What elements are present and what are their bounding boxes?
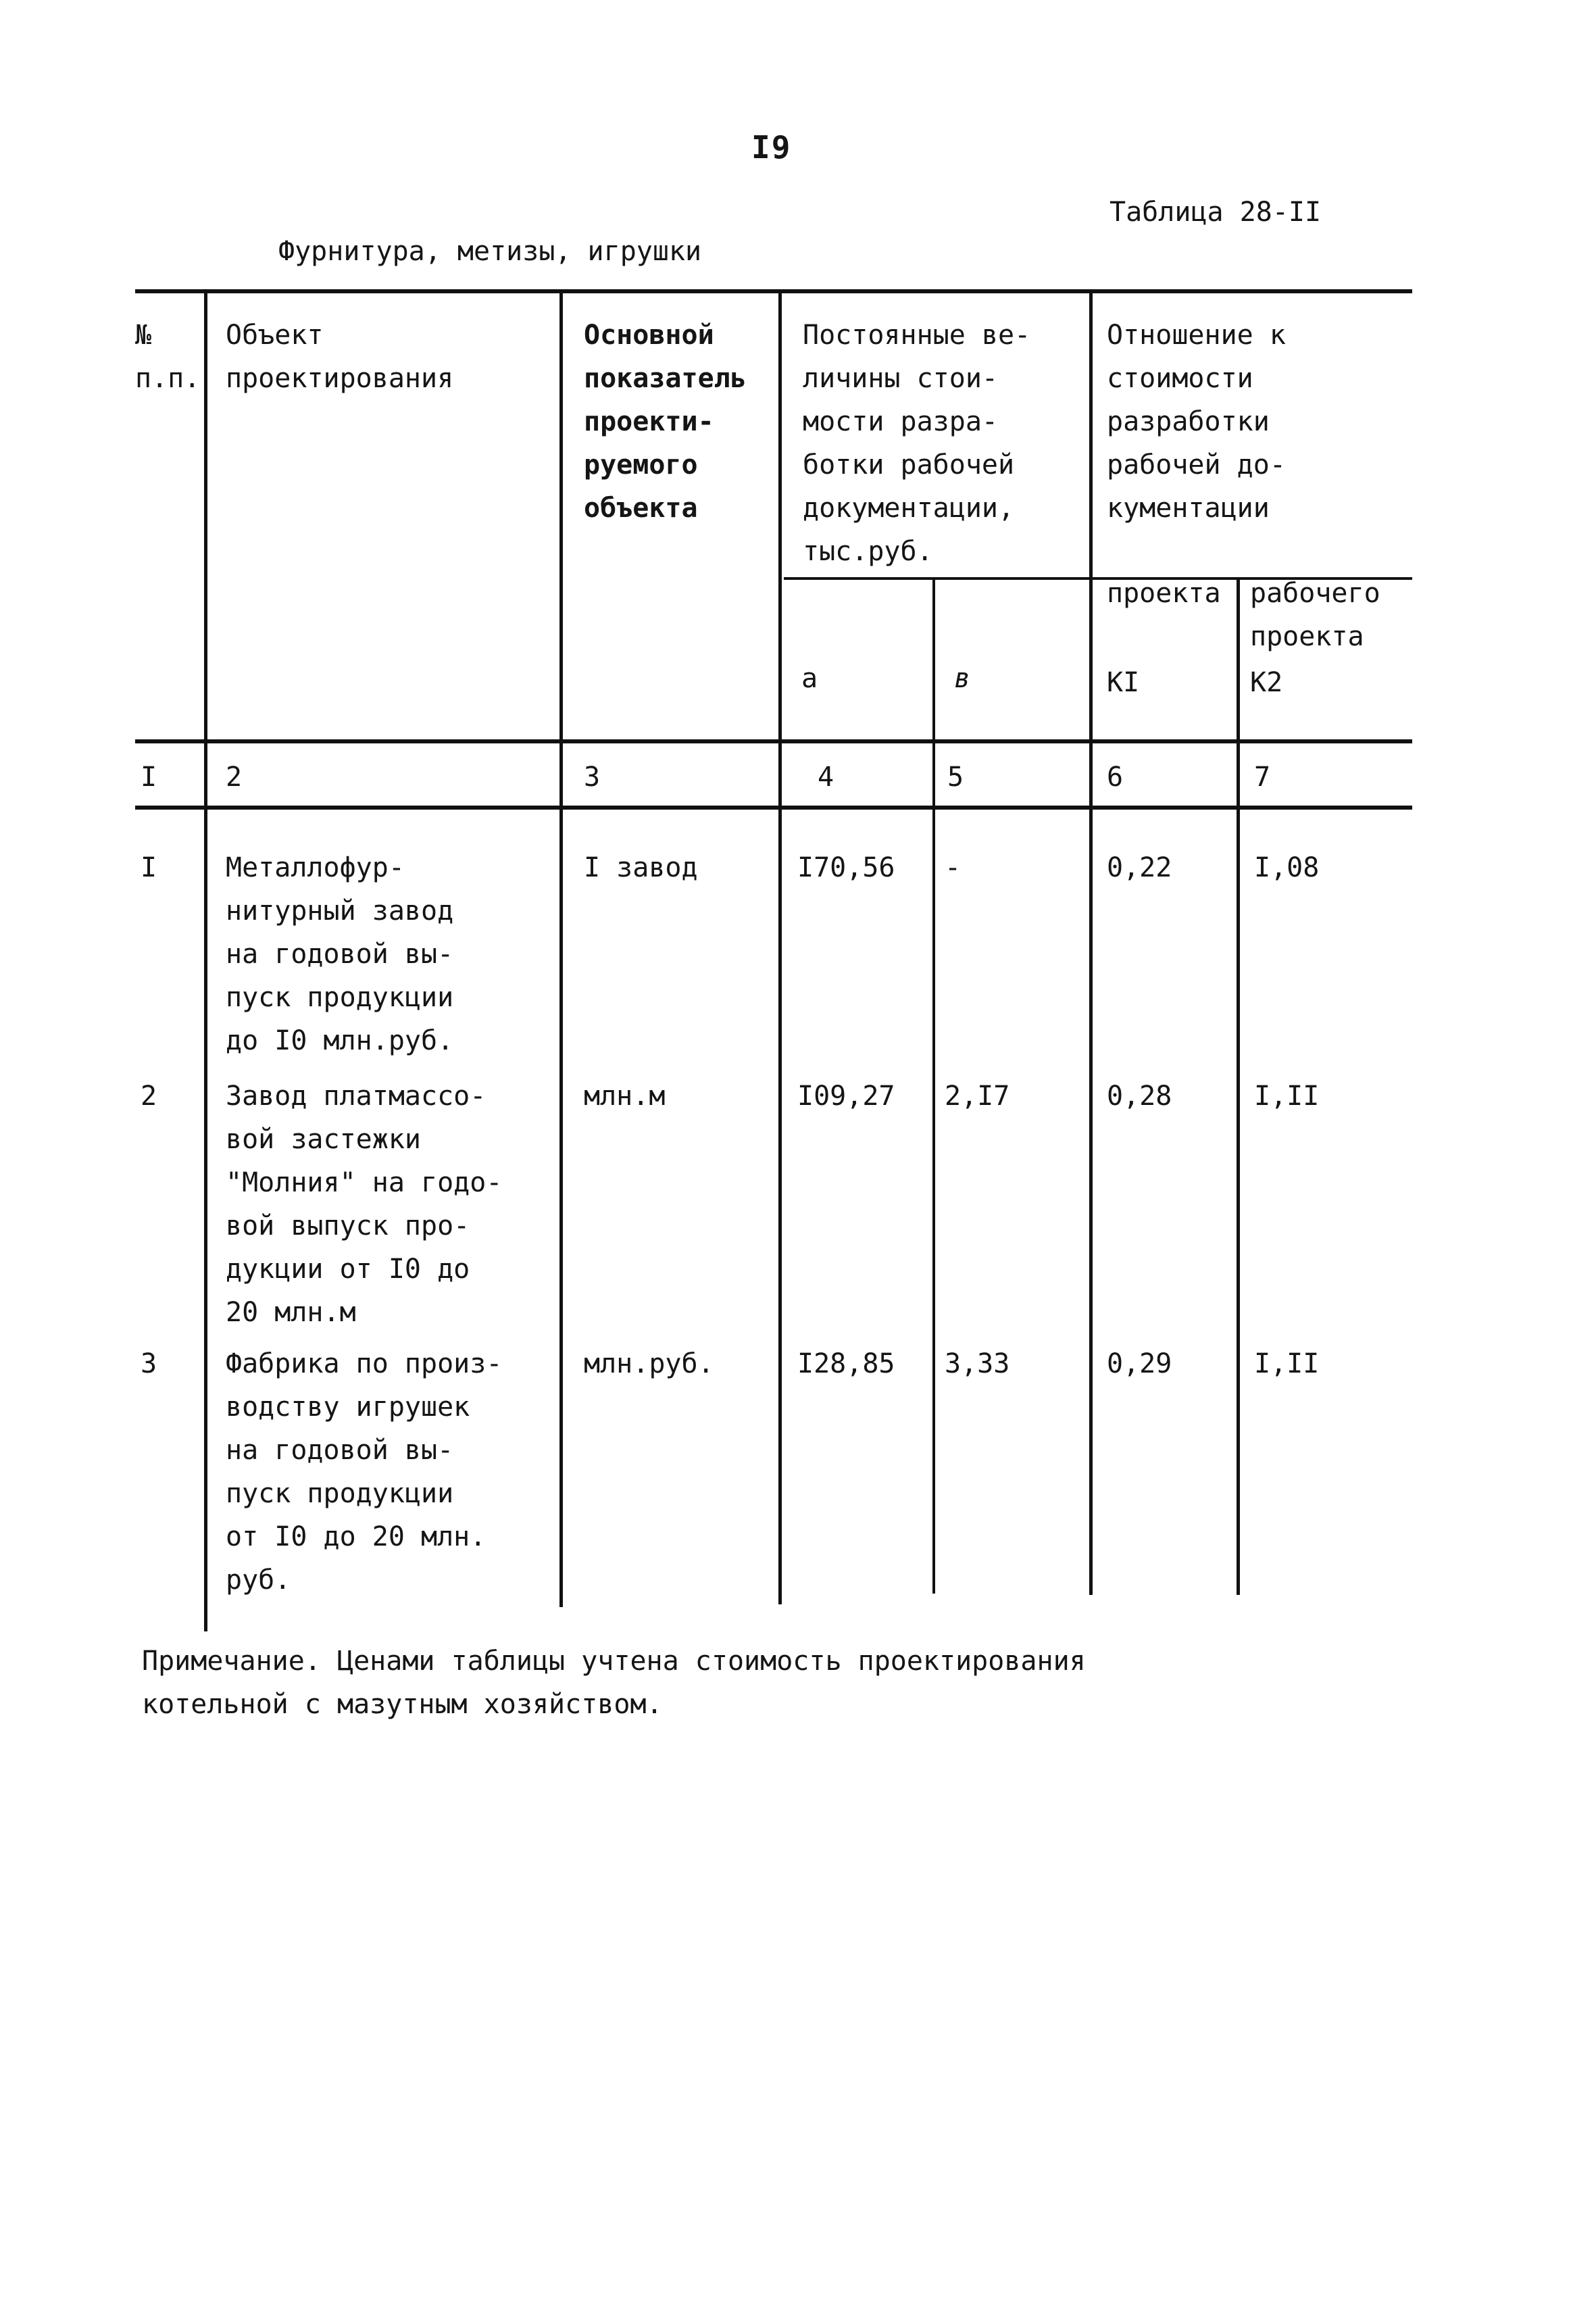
table-title: Фурнитура, метизы, игрушки <box>278 236 702 267</box>
row-1-a: I70,56 <box>797 852 895 883</box>
row-3-indicator: млн.руб. <box>584 1348 714 1379</box>
column-number-3: 3 <box>584 762 601 793</box>
column-number-2: 2 <box>226 762 243 793</box>
col-divider-5 <box>1089 291 1093 1595</box>
col-divider-6 <box>1237 578 1240 1595</box>
col-divider-2 <box>559 291 563 1607</box>
header-col-indicator: Основной показатель проекти- руемого объекта <box>584 320 747 524</box>
column-numbers-bottom-rule <box>135 806 1412 810</box>
subheader-a: а <box>801 663 818 694</box>
page-number: I9 <box>751 129 792 166</box>
row-2-b: 2,I7 <box>945 1081 1010 1112</box>
subheader-b: в <box>954 663 971 694</box>
row-3-object: Фабрика по произ- водству игрушек на годовой вы- пуск продукции от I0 до 20 млн. руб. <box>226 1348 503 1596</box>
row-2-number: 2 <box>141 1081 157 1112</box>
table-label: Таблица 28-II <box>1109 197 1322 228</box>
col-divider-3 <box>778 291 782 1604</box>
subheader-k2: К2 <box>1250 667 1283 698</box>
column-number-7: 7 <box>1254 762 1271 793</box>
header-col-number: № п.п. <box>135 320 201 394</box>
column-number-1: I <box>141 762 157 793</box>
column-number-4: 4 <box>818 762 834 793</box>
row-1-number: I <box>141 852 157 883</box>
row-2-k1: 0,28 <box>1107 1081 1172 1112</box>
row-2-k2: I,II <box>1254 1081 1320 1112</box>
header-col-object: Объект проектирования <box>226 320 454 394</box>
header-bottom-rule <box>135 739 1412 743</box>
subheader-k2-label: рабочего проекта <box>1250 578 1380 652</box>
table-note: Примечание. Ценами таблицы учтена стоимость проектирования котельной с мазутным хозяйством. <box>142 1646 1086 1720</box>
row-1-object: Металлофур- нитурный завод на годовой вы- пуск продукции до I0 млн.руб. <box>226 852 454 1056</box>
header-col-ratio: Отношение к стоимости разработки рабочей до- кументации <box>1107 320 1286 524</box>
col-divider-4 <box>932 578 935 1594</box>
header-col-constants: Постоянные ве- личины стои- мости разра- ботки рабочей документации, тыс.руб. <box>803 320 1031 567</box>
row-3-number: 3 <box>141 1348 157 1379</box>
row-2-indicator: млн.м <box>584 1081 666 1112</box>
row-2-a: I09,27 <box>797 1081 895 1112</box>
row-3-b: 3,33 <box>945 1348 1010 1379</box>
row-3-k1: 0,29 <box>1107 1348 1172 1379</box>
row-1-indicator: I завод <box>584 852 698 883</box>
row-2-object: Завод платмассо- вой застежки "Молния" на годо- вой выпуск про- дукции от I0 до 20 млн.м <box>226 1081 503 1328</box>
row-1-k1: 0,22 <box>1107 852 1172 883</box>
column-number-6: 6 <box>1107 762 1124 793</box>
row-1-b: - <box>945 852 962 883</box>
row-3-a: I28,85 <box>797 1348 895 1379</box>
subheader-k1: КI <box>1107 667 1140 698</box>
table-top-rule <box>135 289 1412 293</box>
subheader-k1-label: проекта <box>1107 578 1221 609</box>
col-divider-1 <box>204 291 207 1631</box>
column-number-5: 5 <box>947 762 964 793</box>
row-3-k2: I,II <box>1254 1348 1320 1379</box>
row-1-k2: I,08 <box>1254 852 1320 883</box>
